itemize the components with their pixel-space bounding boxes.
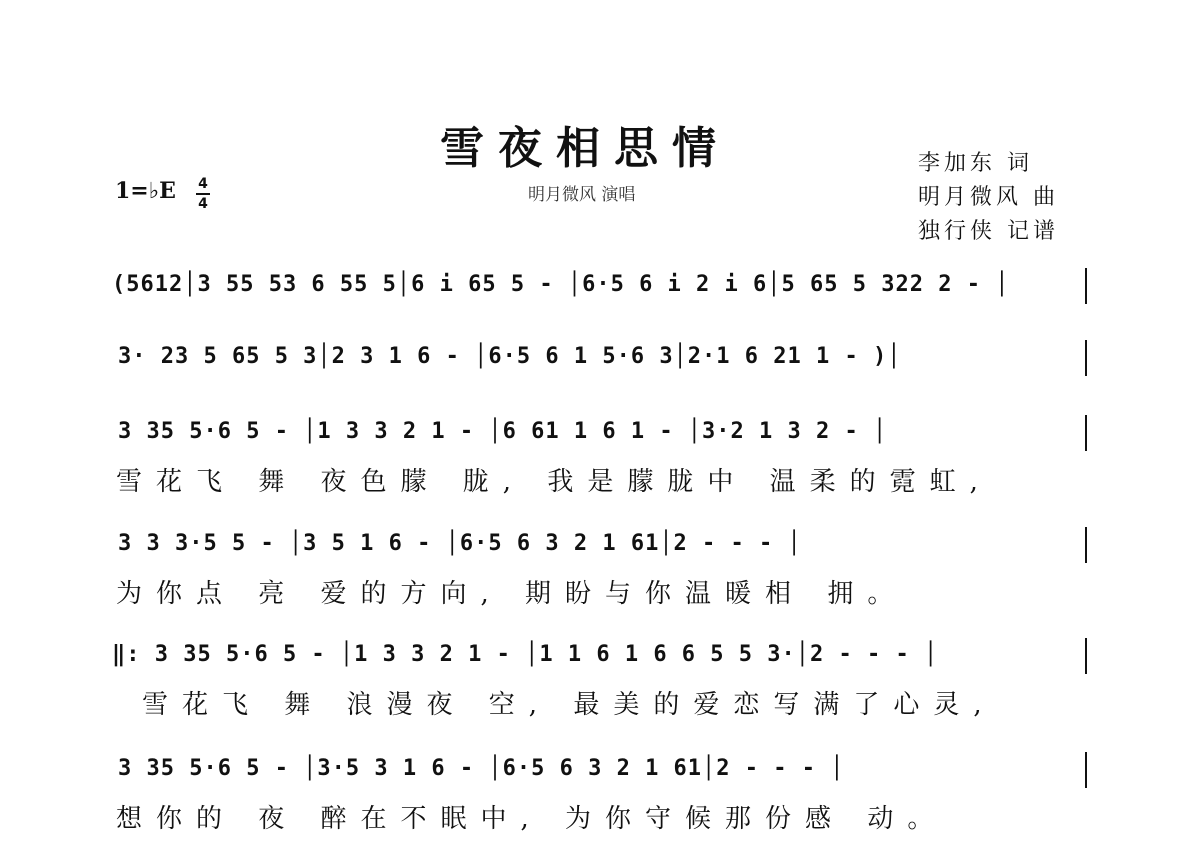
row-end-barline <box>1085 340 1087 376</box>
score-row-2 <box>0 340 1200 380</box>
notation-row-5: ‖: 3 35 5·6 5 - │1 3 3 2 1 - │1 1 6 1 6 6 5 5 3·│2 - - - │ <box>112 642 939 667</box>
notation-row-1: (5612│3 55 53 6 55 5│6 i 65 5 - │6·5 6 i 2 i 6│5 65 5 322 2 - │ <box>112 272 1010 297</box>
song-title: 雪夜相思情 <box>440 123 730 174</box>
notation-row-2: 3· 23 5 65 5 3│2 3 1 6 - │6·5 6 1 5·6 3│2·1 6 21 1 - )│ <box>118 344 902 369</box>
row-end-barline <box>1085 415 1087 451</box>
performer-credit: 明月微风 演唱 <box>528 185 636 205</box>
row-end-barline <box>1085 268 1087 304</box>
notation-row-3: 3 35 5·6 5 - │1 3 3 2 1 - │6 61 1 6 1 - │3·2 1 3 2 - │ <box>118 419 888 444</box>
row-end-barline <box>1085 638 1087 674</box>
time-signature-top: 4 <box>198 176 208 192</box>
transcriber-credit: 独行侠 记谱 <box>918 219 1059 244</box>
composer-credit: 明月微风 曲 <box>918 185 1059 210</box>
time-signature <box>196 176 210 212</box>
lyrics-row-5: 雪花飞 舞 浪漫夜 空, 最美的爱恋写满了心灵, <box>142 690 996 720</box>
score-row-6 <box>0 752 1200 832</box>
key-signature: 1=♭E <box>115 178 176 204</box>
time-signature-divider <box>196 193 210 195</box>
score-row-3 <box>0 415 1200 495</box>
row-end-barline <box>1085 752 1087 788</box>
lyrics-row-6: 想你的 夜 醉在不眠中, 为你守候那份感 动。 <box>116 804 948 834</box>
score-row-1 <box>0 268 1200 308</box>
notation-row-4: 3 3 3·5 5 - │3 5 1 6 - │6·5 6 3 2 1 61│2 - - - │ <box>118 531 802 556</box>
time-signature-bottom: 4 <box>198 196 208 212</box>
score-row-5 <box>0 638 1200 718</box>
lyrics-row-4: 为你点 亮 爱的方向, 期盼与你温暖相 拥。 <box>116 579 908 609</box>
row-end-barline <box>1085 527 1087 563</box>
score-row-4 <box>0 527 1200 607</box>
lyricist-credit: 李加东 词 <box>918 151 1033 176</box>
lyrics-row-3: 雪花飞 舞 夜色朦 胧, 我是朦胧中 温柔的霓虹, <box>116 467 992 497</box>
notation-row-6: 3 35 5·6 5 - │3·5 3 1 6 - │6·5 6 3 2 1 61│2 - - - │ <box>118 756 845 781</box>
